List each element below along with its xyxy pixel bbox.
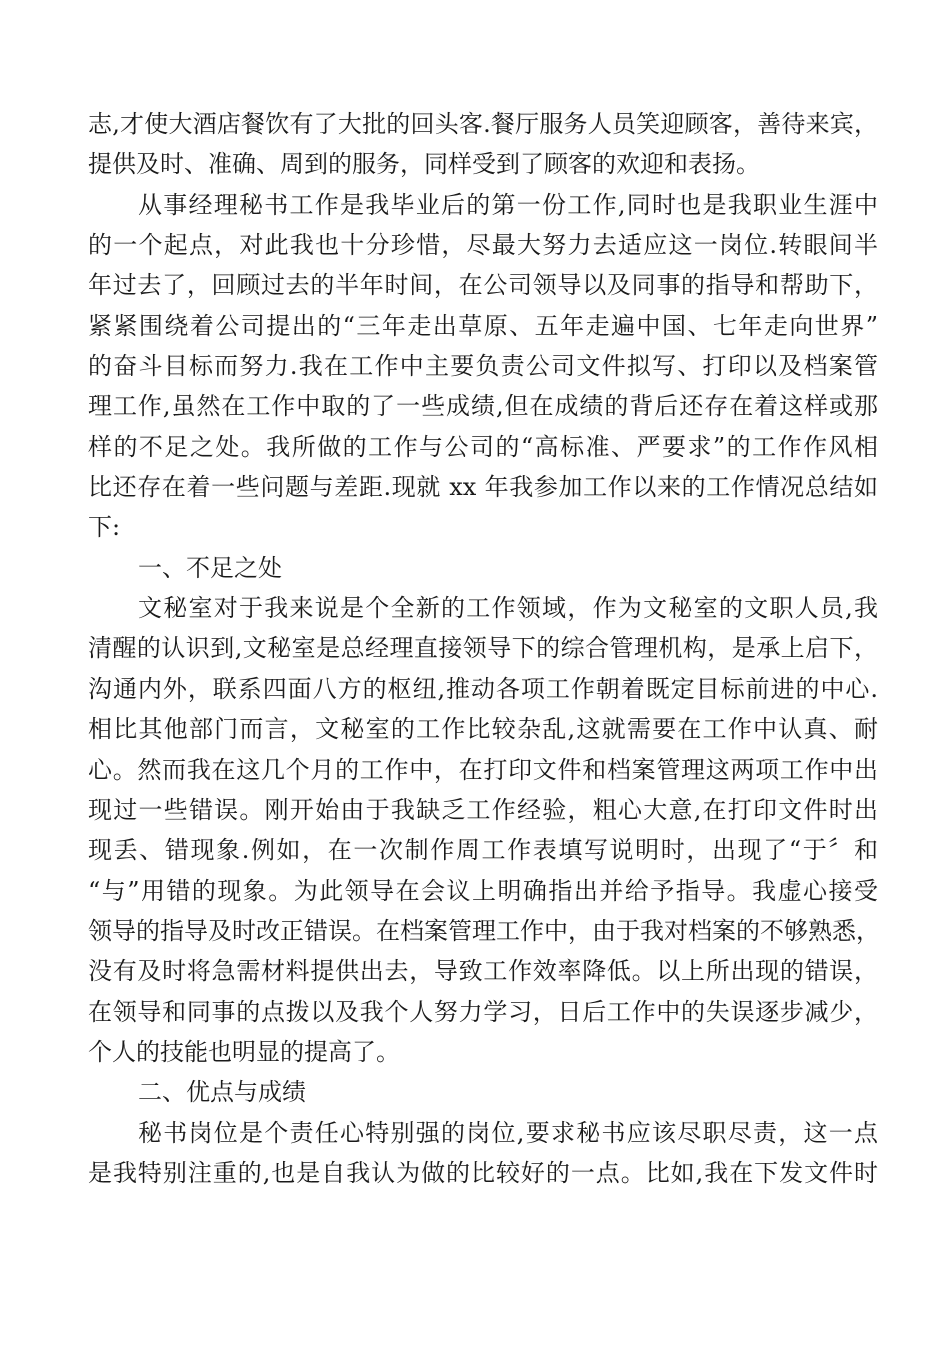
text-line: 心。然而我在这几个月的工作中，在打印文件和档案管理这两项工作中出 bbox=[88, 755, 878, 784]
text-line: 秘书岗位是个责任心特别强的岗位,要求秘书应该尽职尽责，这一点 bbox=[138, 1118, 878, 1147]
text-line: 清醒的认识到,文秘室是总经理直接领导下的综合管理机构，是承上启下， bbox=[88, 634, 878, 663]
text-line: 提供及时、准确、周到的服务，同样受到了顾客的欢迎和表扬。 bbox=[88, 150, 760, 179]
text-line: 的一个起点，对此我也十分珍惜，尽最大努力去适应这一岗位.转眼间半 bbox=[88, 231, 878, 260]
text-line: 二、优点与成绩 bbox=[138, 1078, 306, 1107]
document-page bbox=[88, 104, 878, 1193]
text-line: 样的不足之处。我所做的工作与公司的“高标准、严要求”的工作作风相 bbox=[88, 432, 878, 461]
text-line: 从事经理秘书工作是我毕业后的第一份工作,同时也是我职业生涯中 bbox=[138, 190, 878, 219]
text-line: 在领导和同事的点拨以及我个人努力学习，日后工作中的失误逐步减少， bbox=[88, 997, 878, 1026]
text-line: 年过去了，回顾过去的半年时间，在公司领导以及同事的指导和帮助下， bbox=[88, 271, 878, 300]
text-line: 个人的技能也明显的提高了。 bbox=[88, 1037, 400, 1066]
text-line: 下: bbox=[88, 513, 121, 542]
text-line: 现过一些错误。刚开始由于我缺乏工作经验，粗心大意,在打印文件时出 bbox=[88, 795, 878, 824]
text-line: 领导的指导及时改正错误。在档案管理工作中，由于我对档案的不够熟悉， bbox=[88, 916, 880, 945]
text-line: “与”用错的现象。为此领导在会议上明确指出并给予指导。我虚心接受 bbox=[88, 876, 878, 905]
text-line: 现丢、错现象.例如，在一次制作周工作表填写说明时，出现了“于〞和 bbox=[88, 836, 878, 865]
text-line: 是我特别注重的,也是自我认为做的比较好的一点。比如,我在下发文件时 bbox=[88, 1158, 878, 1187]
text-line: 志,才使大酒店餐饮有了大批的回头客.餐厅服务人员笑迎顾客，善待来宾， bbox=[88, 110, 878, 138]
text-line: 没有及时将急需材料提供出去，导致工作效率降低。以上所出现的错误， bbox=[88, 957, 878, 986]
text-line: 沟通内外，联系四面八方的枢纽,推动各项工作朝着既定目标前进的中心. bbox=[88, 674, 878, 703]
text-line: 相比其他部门而言，文秘室的工作比较杂乱,这就需要在工作中认真、耐 bbox=[88, 715, 878, 744]
text-line: 理工作,虽然在工作中取的了一些成绩,但在成绩的背后还存在着这样或那 bbox=[88, 392, 878, 421]
text-line: 的奋斗目标而努力.我在工作中主要负责公司文件拟写、打印以及档案管 bbox=[88, 352, 878, 381]
text-line: 比还存在着一些问题与差距.现就 xx 年我参加工作以来的工作情况总结如 bbox=[88, 473, 878, 502]
text-line: 紧紧围绕着公司提出的“三年走出草原、五年走遍中国、七年走向世界” bbox=[88, 311, 878, 340]
text-line: 文秘室对于我来说是个全新的工作领域，作为文秘室的文职人员,我 bbox=[138, 594, 878, 623]
text-line: 一、不足之处 bbox=[138, 553, 282, 582]
